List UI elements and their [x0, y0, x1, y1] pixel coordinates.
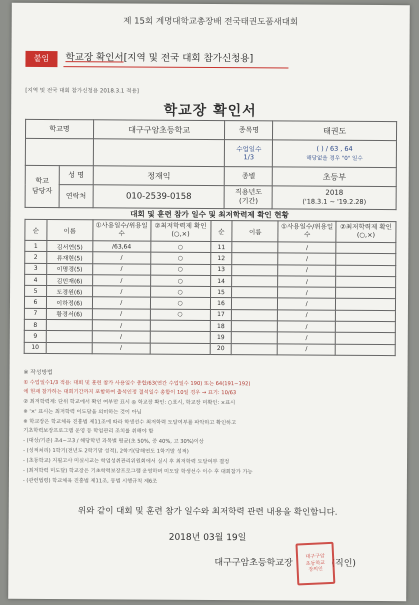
instructions — [22, 369, 396, 485]
athlete-table — [24, 219, 397, 356]
row-days: / — [92, 297, 150, 309]
row-days: / — [278, 321, 336, 333]
seal-label: (직인) — [331, 558, 356, 569]
lesson-label: 수업일수 — [236, 144, 262, 153]
row-days: / — [93, 263, 151, 275]
row-no: 13 — [210, 264, 232, 275]
row-check — [150, 320, 210, 332]
row-days: /63,64 — [93, 241, 151, 253]
row-name — [232, 253, 278, 265]
row-name: 이명경(5) — [47, 263, 93, 275]
row-name — [232, 264, 278, 276]
row-no: 2 — [25, 252, 47, 263]
subtitle-tail: [지역 및 전국 대회 참가신청용] — [123, 52, 254, 65]
row-no: 12 — [210, 253, 232, 264]
row-days: / — [92, 342, 150, 354]
school-info-table — [25, 119, 398, 210]
row-no: 15 — [210, 287, 232, 298]
row-check — [336, 254, 396, 266]
row-no: 18 — [210, 321, 232, 332]
row-check: ○ — [150, 264, 210, 276]
instruction-line: ① 수업일수1/3 적용: 대회 및 훈련 참가 사용일수 총합/63(연간 수업일수 190) 또는 64(191~192) — [23, 379, 251, 388]
lesson-fill: ( ) / 63 , 64 — [316, 144, 353, 153]
row-no: 3 — [25, 263, 47, 274]
subtitle-underline — [63, 66, 288, 68]
row-check — [336, 242, 396, 254]
row-check: ○ — [150, 298, 210, 310]
row-name: 이하정(6) — [46, 297, 92, 309]
col-check: ②최저학력제 확인(○,×) — [336, 221, 396, 242]
row-check — [335, 333, 395, 345]
phone-value: 010-2539-0158 — [93, 185, 225, 209]
row-check: ○ — [150, 252, 210, 264]
row-days: / — [92, 286, 150, 298]
row-name — [232, 242, 278, 254]
row-name: 황경서(6) — [46, 308, 92, 320]
col-days: ①사용일수/위용일수 — [93, 220, 151, 241]
instruction-line: 에 현재 참가하는 대회기간까지 포함하여 출석인정 결석일수 총합이 10일 경우 → 표기: 10/63 — [23, 388, 237, 397]
row-no: 17 — [210, 309, 232, 320]
attachment-tag: 붙임 — [25, 51, 57, 67]
row-check — [336, 287, 396, 299]
row-no: 16 — [210, 298, 232, 309]
name-label: 성 명 — [59, 166, 93, 185]
instruction-line: - (성적처리) 1학기(전년도 2학기말 성적), 2학기(당해연도 1학기말 성적) — [23, 447, 189, 455]
lesson-days-label — [225, 140, 273, 167]
lesson-days-value — [273, 140, 397, 168]
instruction-line: - (관련법령) 학교체육 진흥법 제11조, 동법 시행규칙 제6조 — [22, 477, 158, 485]
instruction-line: - (대상/기준) 초4~고3 / 해당학년 과목별 평균(초 50%, 중 40%, 고 30%)이상 — [23, 437, 204, 445]
row-name — [46, 342, 92, 354]
row-no: 19 — [210, 332, 232, 343]
instruction-line: ※ '×' 표시는 최저학력 이도달을 의미하는 것이 아님 — [23, 408, 142, 416]
row-name — [232, 276, 278, 288]
phone-label: 연락처 — [59, 185, 93, 208]
row-days: / — [92, 275, 150, 287]
row-days: / — [278, 287, 336, 299]
row-name — [232, 332, 278, 344]
row-days: / — [92, 320, 150, 332]
row-no: 14 — [210, 275, 232, 286]
principal-line — [214, 559, 356, 569]
row-name — [232, 298, 278, 310]
row-name — [232, 343, 278, 355]
row-check: ○ — [150, 309, 210, 321]
instructions-heading: ※ 작성방법 — [23, 369, 53, 377]
event-label: 종목명 — [225, 121, 273, 140]
lesson-note: 해당없을 경우 "0" 일수 — [306, 155, 363, 162]
coach-name: 정재익 — [93, 166, 225, 186]
principal-name: 대구구암초등학교장 — [214, 558, 293, 569]
row-check — [336, 310, 396, 322]
instruction-line: ※ 학교장은 학교체육 진흥법 제11조에 따라 학생선수 최저학력 도달여부를 파악하고 확인하고 — [23, 418, 237, 427]
row-check — [150, 343, 210, 355]
category-label: 종별 — [225, 167, 273, 186]
coach-label: 학교 담당자 — [25, 165, 59, 207]
row-no: 4 — [25, 274, 47, 285]
row-days: / — [278, 253, 336, 265]
col-no: 순 — [25, 219, 47, 240]
row-days: / — [278, 310, 336, 322]
lesson-value: 1/3 — [243, 153, 255, 162]
row-no: 9 — [24, 331, 46, 342]
row-check — [336, 299, 396, 311]
event-title: 제 15회 계명대학교총장배 전국태권도품새대회 — [123, 16, 299, 28]
col-check: ②최저학력제 확인(○,×) — [151, 220, 211, 241]
period-label: 직용년도 (기간) — [225, 186, 273, 209]
row-name: 류재현(5) — [47, 252, 93, 264]
instruction-line: - (초등학교) 지필고사 미실시교는 학업성취관리위원회에서 실시 후 최저학력 도달여부 결정 — [23, 457, 230, 466]
row-days: / — [278, 276, 336, 288]
section-title: 대회 및 훈련 참가 일수 및 최저학력제 확인 현황 — [130, 209, 289, 220]
category-value: 초등부 — [273, 167, 397, 187]
row-name — [46, 331, 92, 343]
row-name — [232, 287, 278, 299]
row-name — [232, 309, 278, 321]
row-days: / — [92, 309, 150, 321]
row-days: / — [278, 242, 336, 254]
row-days: / — [278, 344, 336, 356]
row-days: / — [278, 298, 336, 310]
row-check: ○ — [150, 275, 210, 287]
school-name: 대구구암초등학교 — [93, 120, 225, 140]
row-days: / — [93, 252, 151, 264]
row-no: 6 — [24, 297, 46, 308]
row-no: 8 — [24, 319, 46, 330]
table-row — [24, 342, 395, 356]
row-check: ○ — [150, 286, 210, 298]
row-check — [336, 276, 396, 288]
col-name: 이름 — [232, 221, 278, 242]
row-name: 김서연(5) — [47, 241, 93, 253]
official-seal: 대구구암 초등학교 장의인 — [295, 542, 335, 586]
form-subtitle — [65, 53, 253, 64]
col-days: ①사용일수/위용일수 — [278, 221, 336, 242]
subtitle-lead: 학교장 확인서 — [65, 52, 124, 64]
event-value: 태권도 — [273, 121, 397, 141]
row-days: / — [278, 332, 336, 344]
period-value: 2018 ('18.3.1 ~ '19.2.28) — [272, 186, 396, 210]
row-no: 20 — [210, 343, 232, 354]
row-no: 11 — [210, 242, 232, 253]
row-name — [232, 321, 278, 333]
row-name: 김민재(6) — [47, 274, 93, 286]
row-days: / — [92, 331, 150, 343]
row-check — [336, 265, 396, 277]
row-days: / — [278, 265, 336, 277]
page-title: 학교장 확인서 — [163, 102, 257, 120]
col-name: 이름 — [47, 220, 93, 241]
document-page — [8, 3, 410, 601]
table-header-row — [25, 219, 396, 242]
row-check — [335, 321, 395, 333]
row-name: 도경원(6) — [46, 286, 92, 298]
row-no: 1 — [25, 240, 47, 251]
row-no: 7 — [24, 308, 46, 319]
instruction-line: 기초학력보장프로그램 운영 등 학업관리 조치를 취해야 함 — [23, 427, 154, 435]
row-name — [46, 320, 92, 332]
row-check: ○ — [151, 241, 211, 253]
closing-statement: 위와 같이 대회 및 훈련 참가 일수와 최저학력 관련 내용을 확인합니다. — [77, 506, 338, 518]
row-check — [150, 332, 210, 344]
instruction-line: - (최저학력 미도달) 학교장은 기초학력보장프로그램 운영하며 미도달 학생선수 이수 후 대회참가 가능 — [22, 467, 253, 476]
instruction-line: ② 최저학력제: 단위 학교에서 확인 여부만 표시 ◎ 학교장 확인: ○표시, 학교장 미확인: ×표시 — [23, 398, 236, 407]
issue-date: 2018년 03월 19일 — [168, 532, 247, 544]
col-no: 순 — [210, 221, 232, 242]
school-label: 학교명 — [25, 119, 93, 138]
row-check — [335, 344, 395, 356]
form-note: [지역 및 전국 대회 참가신청용 2018.3.1 적용] — [25, 87, 139, 95]
row-no: 10 — [24, 342, 46, 353]
row-no: 5 — [25, 286, 47, 297]
